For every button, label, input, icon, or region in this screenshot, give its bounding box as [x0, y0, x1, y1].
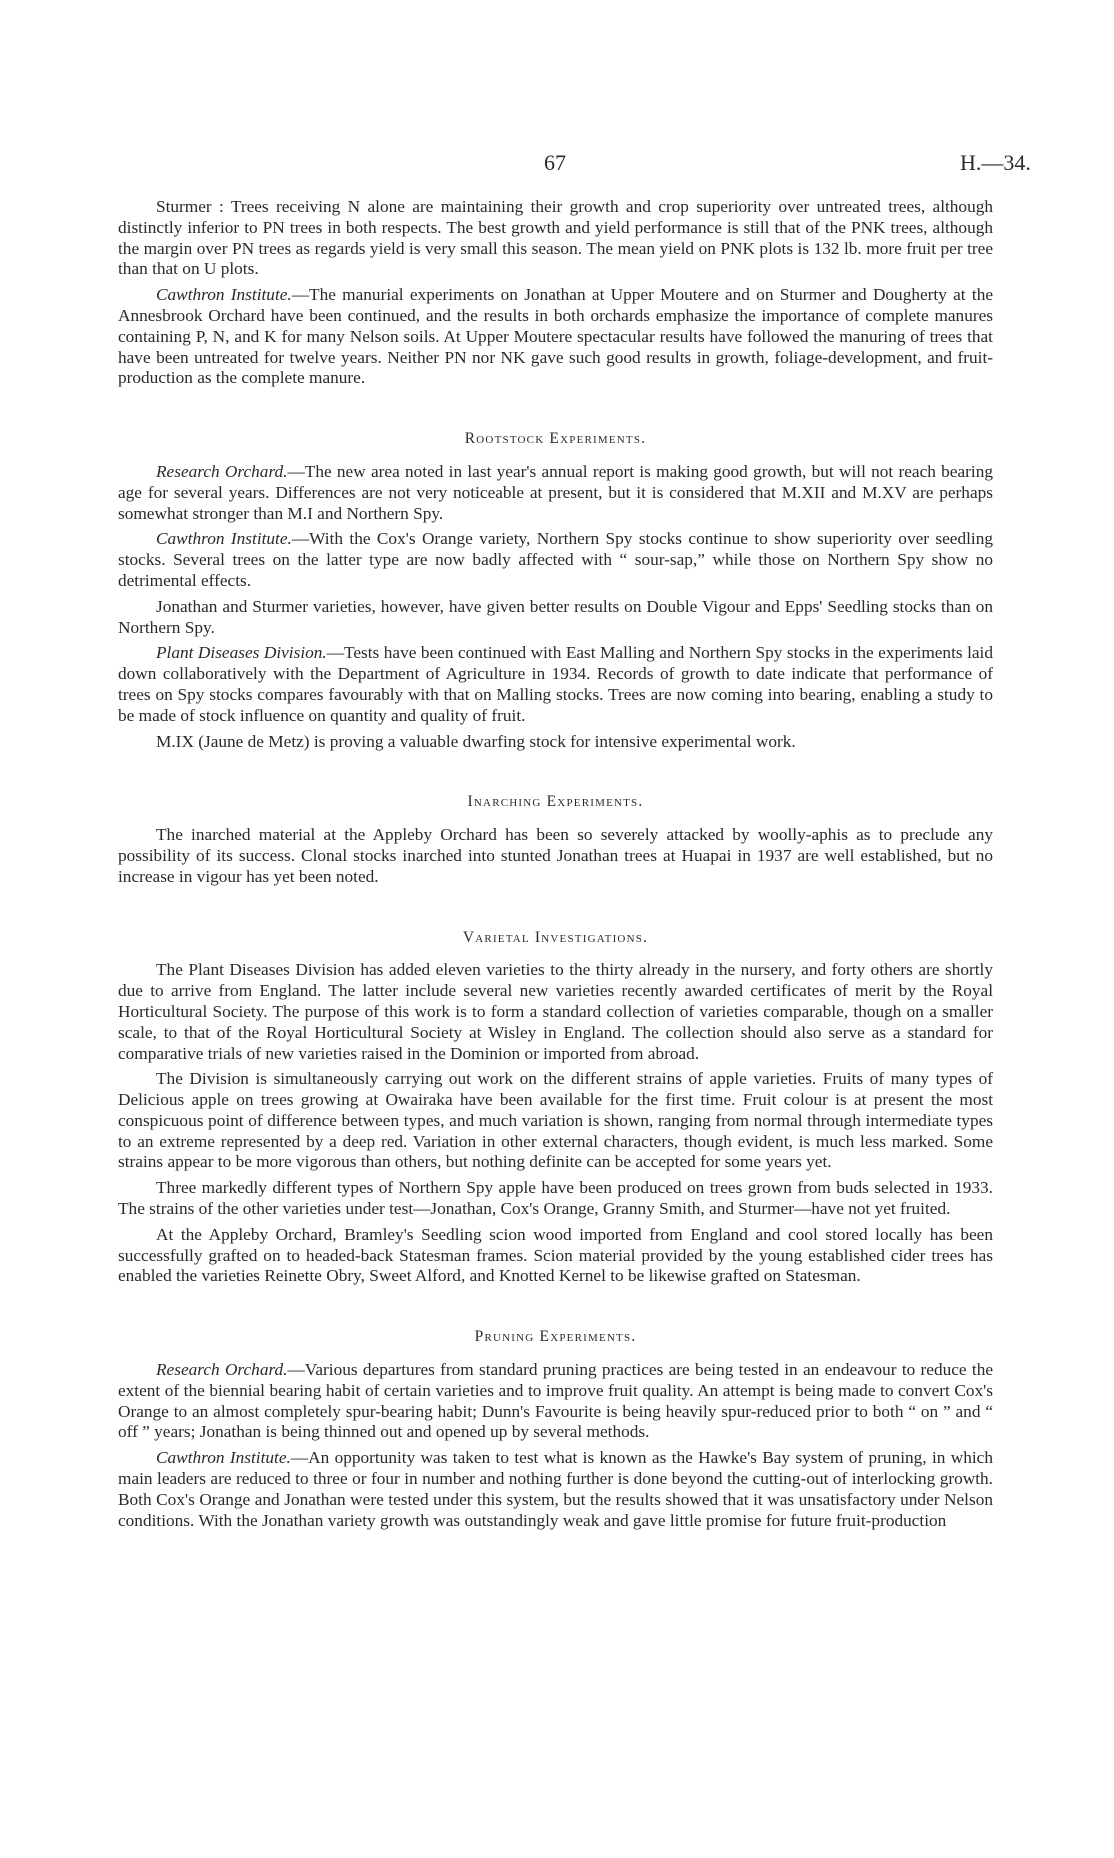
- section-heading-varietal: Varietal Investigations.: [462, 928, 649, 946]
- paragraph-varietal-2: The Division is simultaneously carrying out work on the different strains of apple varieties. Fruits of many types of Delicious apple on trees growing at Owairaka have been available for the first time. Fruit colour is at present the most conspicuous point of difference between types, and much variation is shown, ranging from normal through intermediate types to an extreme represented by a deep red. Variation in other external characters, though evident, is much less marked. Some strains appear to be more vigorous than others, but nothing definite can be accepted for some years yet.: [118, 1069, 993, 1172]
- paragraph-pruning-cawthron: [118, 1448, 993, 1531]
- paragraph-lead: Research Orchard.: [156, 461, 288, 481]
- paragraph-text: —An opportunity was taken to test what is known as the Hawke's Bay system of pruning, in which main leaders are reduced to three or four in number and nothing further is done beyond the cutting-out of interlocking growth. Both Cox's Orange and Jonathan were tested under this system, but the results showed that it was unsatisfactory under Nelson conditions. With the Jonathan variety growth was outstandingly weak and gave little promise for future fruit-production: [118, 1448, 993, 1530]
- paragraph-research-orchard: [118, 462, 993, 524]
- section-heading-rootstock: Rootstock Experiments.: [464, 430, 647, 448]
- section-heading-pruning: Pruning Experiments.: [474, 1328, 637, 1346]
- page-body: [118, 197, 993, 1536]
- paragraph-text: —The new area noted in last year's annual report is making good growth, but will not reach bearing age for several years. Differences are not very noticeable at present, but it is considered that M.XII and M.XV are perhaps somewhat stronger than M.I and Northern Spy.: [118, 461, 993, 523]
- paragraph-sturmer: Sturmer : Trees receiving N alone are maintaining their growth and crop superiority over untreated trees, although distinctly inferior to PN trees in both respects. The best growth and yield performance is still that of the PNK trees, although the margin over PN trees as regards yield is very small this season. The mean yield on PNK plots is 132 lb. more fruit per tree than that on U plots.: [118, 197, 993, 279]
- section-heading-inarching: Inarching Experiments.: [467, 793, 644, 811]
- paragraph-pruning-research: [118, 1360, 993, 1443]
- paragraph-lead: Cawthron Institute.: [156, 529, 292, 549]
- paragraph-lead: Cawthron Institute.: [156, 285, 292, 305]
- paragraph-varietal-3: Three markedly different types of Northern Spy apple have been produced on trees grown from buds selected in 1933. The strains of the other varieties under test—Jonathan, Cox's Orange, Granny Smith, and Sturmer—have not yet fruited.: [118, 1178, 993, 1219]
- paragraph-plant-diseases: [118, 643, 993, 726]
- paragraph-text: —With the Cox's Orange variety, Northern Spy stocks continue to show superiority over seedling stocks. Several trees on the latter type are now badly affected with “ sour-sap,” while those on Northern Spy show no detrimental effects.: [118, 529, 993, 590]
- paragraph-cawthron-manurial: [118, 285, 993, 389]
- paragraph-inarching: The inarched material at the Appleby Orchard has been so severely attacked by woolly-aphis as to preclude any possibility of its success. Clonal stocks inarched into stunted Jonathan trees at Huapai in 1937 are well established, but no increase in vigour has yet been noted.: [118, 825, 993, 886]
- paragraph-text: —Various departures from standard pruning practices are being tested in an endeavour to reduce the extent of the biennial bearing habit of certain varieties and to improve fruit quality. An attempt is being made to convert Cox's Orange to an almost completely spur-bearing habit; Dunn's Favourite is being heavily spur-reduced prior to both “ on ” and “ off ” years; Jonathan is being thinned out and opened up by several methods.: [118, 1360, 993, 1442]
- document-reference: H.—34.: [960, 150, 1031, 175]
- paragraph-varietal-1: The Plant Diseases Division has added eleven varieties to the thirty already in the nursery, and forty others are shortly due to arrive from England. The latter include several new varieties recently awarded certificates of merit by the Royal Horticultural Society. The purpose of this work is to form a standard collection of varieties comparable, though on a smaller scale, to that of the Royal Horticultural Society at Wisley in England. The collection should also serve as a standard for comparative trials of new varieties raised in the Dominion or imported from abroad.: [118, 960, 993, 1063]
- paragraph-lead: Cawthron Institute.: [156, 1448, 291, 1468]
- paragraph-varietal-4: At the Appleby Orchard, Bramley's Seedling scion wood imported from England and cool stored locally has been successfully grafted on to headed-back Statesman frames. Scion material provided by the young established cider trees has enabled the varieties Reinette Obry, Sweet Alford, and Knotted Kernel to be likewise grafted on Statesman.: [118, 1224, 993, 1286]
- paragraph-lead: Research Orchard.: [156, 1360, 288, 1380]
- paragraph-mix: M.IX (Jaune de Metz) is proving a valuable dwarfing stock for intensive experimental work.: [156, 731, 796, 751]
- page-number: 67: [544, 150, 566, 175]
- paragraph-text: —The manurial experiments on Jonathan at Upper Moutere and on Sturmer and Dougherty at the Annesbrook Orchard have been continued, and the results in both orchards emphasize the importance of complete manures containing P, N, and K for many Nelson soils. At Upper Moutere spectacular results have followed the manuring of trees that have been untreated for twelve years. Neither PN nor NK gave such good results in growth, foliage-development, and fruit-production as the complete manure.: [118, 285, 993, 388]
- paragraph-jonathan-sturmer: Jonathan and Sturmer varieties, however, have given better results on Double Vigour and Epps' Seedling stocks than on Northern Spy.: [118, 596, 993, 637]
- paragraph-cawthron-rootstock: [118, 529, 993, 591]
- paragraph-text: —Tests have been continued with East Malling and Northern Spy stocks in the experiments laid down collaboratively with the Department of Agriculture in 1934. Records of growth to date indicate that performance of trees on Spy stocks compares favourably with that on Malling stocks. Trees are now coming into bearing, enabling a study to be made of stock influence on quantity and quality of fruit.: [118, 643, 993, 725]
- paragraph-lead: Plant Diseases Division.: [156, 643, 327, 663]
